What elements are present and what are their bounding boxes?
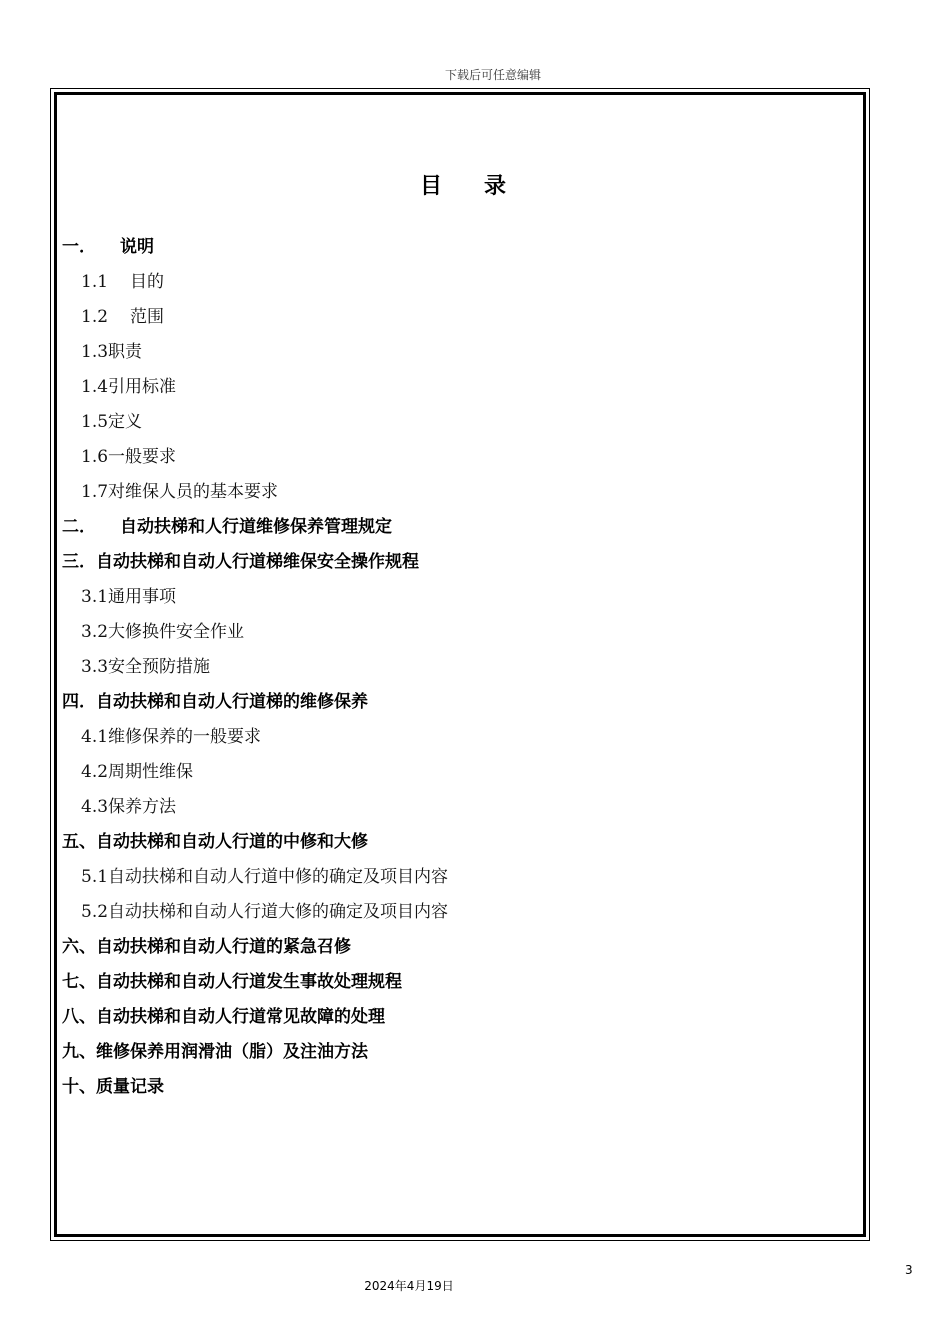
toc-item-label: 六、自动扶梯和自动人行道的紧急召修 xyxy=(62,937,351,957)
toc-item-3-3[interactable] xyxy=(62,650,852,685)
toc-item-section-9[interactable] xyxy=(62,1035,852,1070)
toc-title-part2: 录 xyxy=(484,174,509,199)
toc-title-part1: 目 xyxy=(419,174,444,199)
toc-item-label: 八、自动扶梯和自动人行道常见故障的处理 xyxy=(62,1007,385,1027)
toc-item-label: 1.5定义 xyxy=(81,412,143,432)
toc-item-1-1[interactable] xyxy=(62,265,852,300)
header-note: 下载后可任意编辑 xyxy=(444,68,541,82)
toc-item-5-1[interactable] xyxy=(62,860,852,895)
toc-item-label: 5.1自动扶梯和自动人行道中修的确定及项目内容 xyxy=(81,867,449,887)
toc-item-1-4[interactable] xyxy=(62,370,852,405)
toc-item-number: 二． xyxy=(62,517,96,537)
footer-date: 2024年4月19日 xyxy=(364,1279,454,1293)
toc-title xyxy=(0,169,928,200)
toc-item-label: 九、维修保养用润滑油（脂）及注油方法 xyxy=(62,1042,368,1062)
toc-item-label: 五、自动扶梯和自动人行道的中修和大修 xyxy=(62,832,368,852)
toc-list xyxy=(62,230,852,1105)
toc-item-section-7[interactable] xyxy=(62,965,852,1000)
toc-item-label: 4.3保养方法 xyxy=(81,797,177,817)
toc-item-1-2[interactable] xyxy=(62,300,852,335)
toc-item-label: 自动扶梯和人行道维修保养管理规定 xyxy=(120,517,392,537)
toc-item-number: 一． xyxy=(62,237,96,257)
toc-item-label: 十、质量记录 xyxy=(62,1077,164,1097)
toc-item-4-3[interactable] xyxy=(62,790,852,825)
toc-item-section-1[interactable] xyxy=(62,230,852,265)
toc-item-section-5[interactable] xyxy=(62,825,852,860)
toc-item-section-2[interactable] xyxy=(62,510,852,545)
toc-item-label: 三．自动扶梯和自动人行道梯维保安全操作规程 xyxy=(62,552,419,572)
toc-item-1-7[interactable] xyxy=(62,475,852,510)
toc-item-section-3[interactable] xyxy=(62,545,852,580)
toc-item-1-6[interactable] xyxy=(62,440,852,475)
toc-item-section-8[interactable] xyxy=(62,1000,852,1035)
toc-item-label: 说明 xyxy=(120,237,154,257)
toc-item-3-2[interactable] xyxy=(62,615,852,650)
toc-item-4-1[interactable] xyxy=(62,720,852,755)
toc-item-label: 七、自动扶梯和自动人行道发生事故处理规程 xyxy=(62,972,402,992)
toc-item-4-2[interactable] xyxy=(62,755,852,790)
page-number: 3 xyxy=(905,1263,913,1277)
toc-item-number: 1.2 xyxy=(81,307,109,327)
toc-item-label: 1.7对维保人员的基本要求 xyxy=(81,482,279,502)
toc-item-label: 4.2周期性维保 xyxy=(81,762,194,782)
toc-item-label: 3.2大修换件安全作业 xyxy=(81,622,245,642)
toc-item-5-2[interactable] xyxy=(62,895,852,930)
toc-item-label: 范围 xyxy=(130,307,164,327)
toc-item-label: 四．自动扶梯和自动人行道梯的维修保养 xyxy=(62,692,368,712)
toc-item-section-6[interactable] xyxy=(62,930,852,965)
toc-item-section-4[interactable] xyxy=(62,685,852,720)
toc-item-1-5[interactable] xyxy=(62,405,852,440)
toc-item-section-10[interactable] xyxy=(62,1070,852,1105)
toc-item-label: 4.1维修保养的一般要求 xyxy=(81,727,262,747)
toc-item-label: 1.3职责 xyxy=(81,342,143,362)
toc-item-label: 3.1通用事项 xyxy=(81,587,177,607)
toc-item-3-1[interactable] xyxy=(62,580,852,615)
toc-item-1-3[interactable] xyxy=(62,335,852,370)
toc-item-label: 1.6一般要求 xyxy=(81,447,177,467)
toc-item-label: 3.3安全预防措施 xyxy=(81,657,211,677)
toc-item-label: 5.2自动扶梯和自动人行道大修的确定及项目内容 xyxy=(81,902,449,922)
toc-item-label: 1.4引用标准 xyxy=(81,377,177,397)
toc-item-label: 目的 xyxy=(130,272,164,292)
toc-item-number: 1.1 xyxy=(81,272,109,292)
